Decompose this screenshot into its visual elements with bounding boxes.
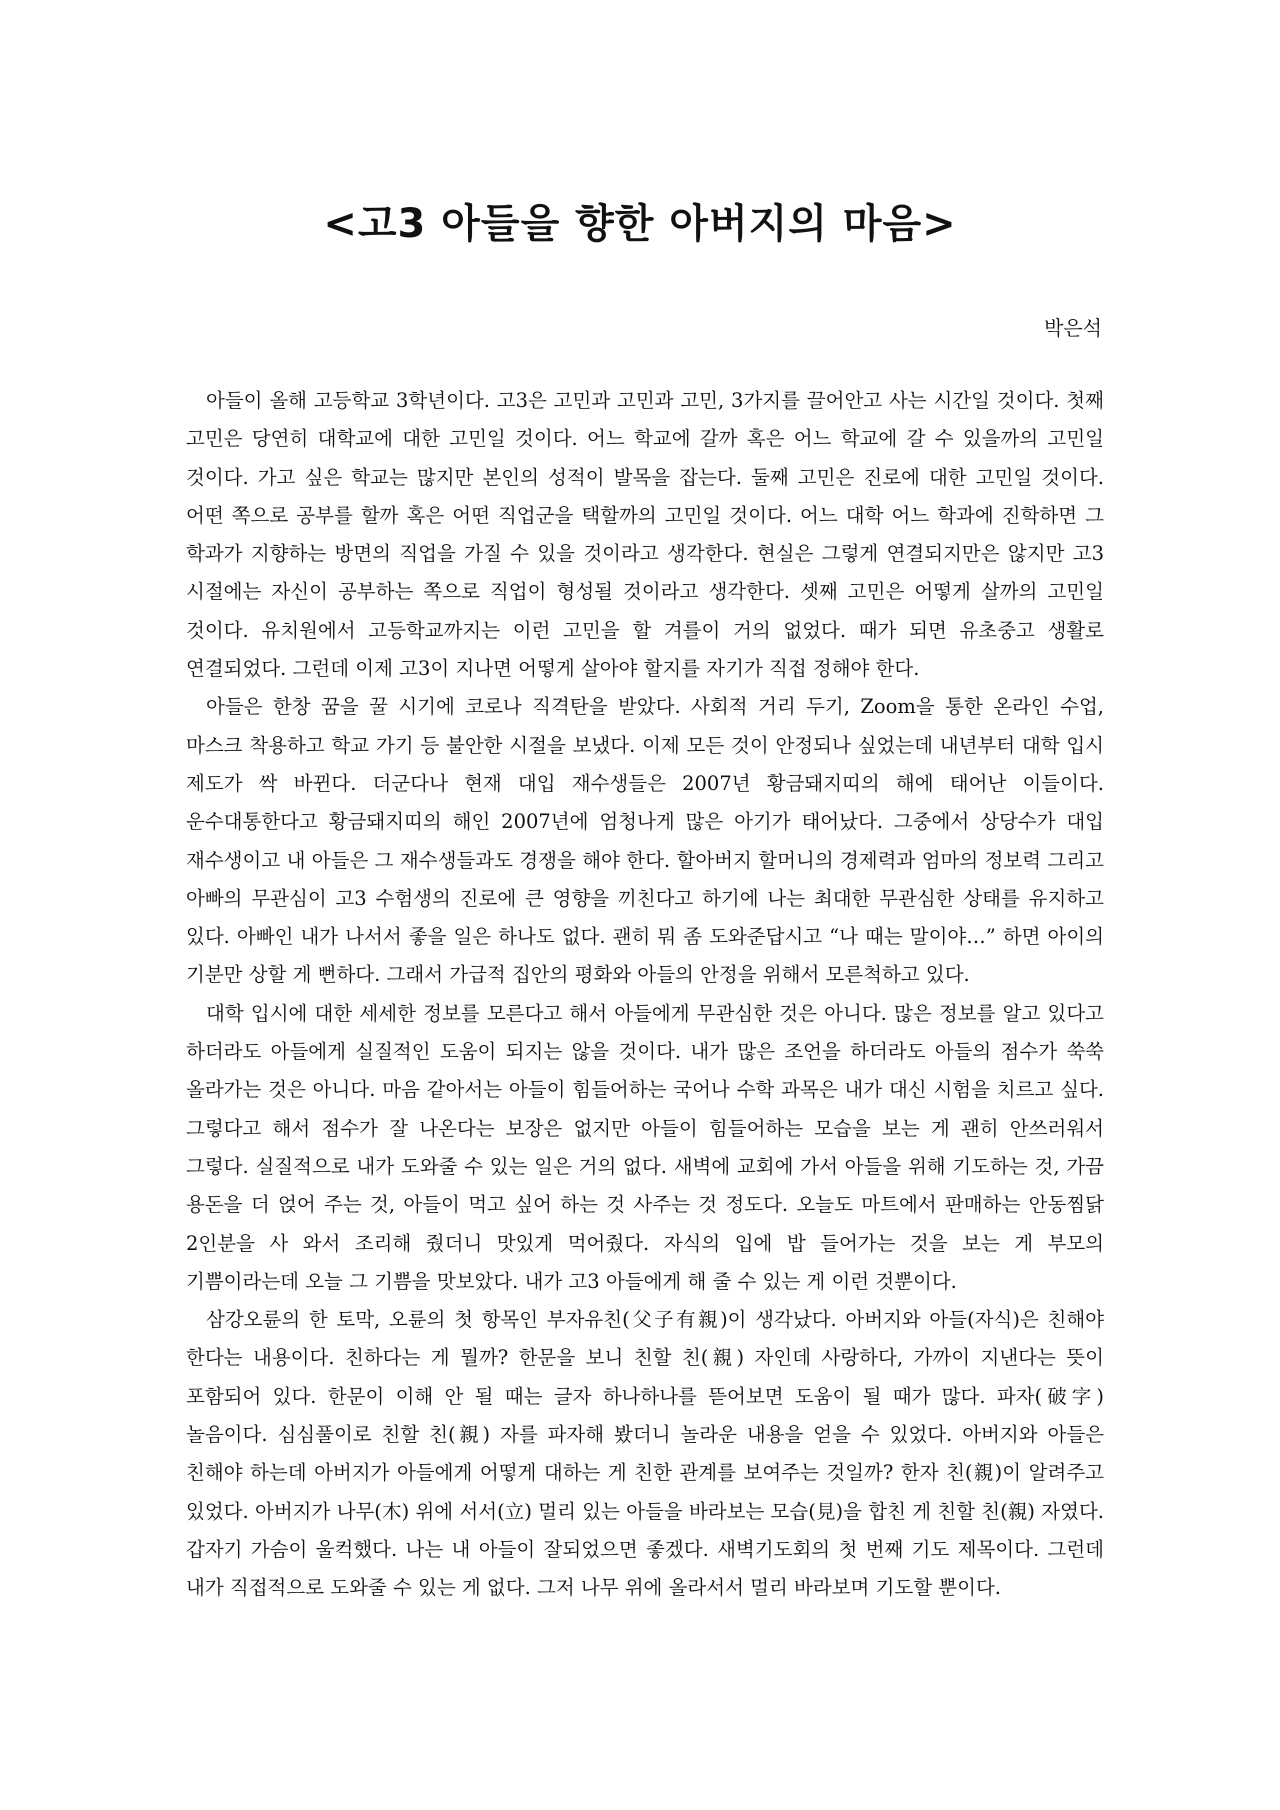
paragraph-1: 아들이 올해 고등학교 3학년이다. 고3은 고민과 고민과 고민, 3가지를 끌어안고 사는 시간일 것이다. 첫째 고민은 당연히 대학교에 대한 고민일 것이다. 어느 학교에 갈까 혹은 어느 학교에 갈 수 있을까의 고민일 것이다. 가고 싶은 학교는 많지만 본인의 성적이 발목을 잡는다. 둘째 고민은 진로에 대한 고민일 것이다. 어떤 쪽으로 공부를 할까 혹은 어떤 직업군을 택할까의 고민일 것이다. 어느 대학 어느 학과에 진학하면 그 학과가 지향하는 방면의 직업을 가질 수 있을 것이라고 생각한다. 현실은 그렇게 연결되지만은 않지만 고3 시절에는 자신이 공부하는 쪽으로 직업이 형성될 것이라고 생각한다. 셋째 고민은 어떻게 살까의 고민일 것이다. 유치원에서 고등학교까지는 이런 고민을 할 겨를이 거의 없었다. 때가 되면 유초중고 생활로 연결되었다. 그런데 이제 고3이 지나면 어떻게 살아야 할지를 자기가 직접 정해야 한다. bbox=[186, 389, 1104, 681]
document-body bbox=[186, 382, 1104, 1608]
author-name: 박은석 bbox=[1044, 316, 1102, 340]
paragraph-3: 대학 입시에 대한 세세한 정보를 모른다고 해서 아들에게 무관심한 것은 아니다. 많은 정보를 알고 있다고 하더라도 아들에게 실질적인 도움이 되지는 않을 것이다. 내가 많은 조언을 하더라도 아들의 점수가 쑥쑥 올라가는 것은 아니다. 마음 같아서는 아들이 힘들어하는 국어나 수학 과목은 내가 대신 시험을 치르고 싶다. 그렇다고 해서 점수가 잘 나온다는 보장은 없지만 아들이 힘들어하는 모습을 보는 게 괜히 안쓰러워서 그렇다. 실질적으로 내가 도와줄 수 있는 일은 거의 없다. 새벽에 교회에 가서 아들을 위해 기도하는 것, 가끔 용돈을 더 얹어 주는 것, 아들이 먹고 싶어 하는 것 사주는 것 정도다. 오늘도 마트에서 판매하는 안동찜닭 2인분을 사 와서 조리해 줬더니 맛있게 먹어줬다. 자식의 입에 밥 들어가는 것을 보는 게 부모의 기쁨이라는데 오늘 그 기쁨을 맛보았다. 내가 고3 아들에게 해 줄 수 있는 게 이런 것뿐이다. bbox=[186, 1001, 1104, 1293]
paragraph-2: 아들은 한창 꿈을 꿀 시기에 코로나 직격탄을 받았다. 사회적 거리 두기, Zoom을 통한 온라인 수업, 마스크 착용하고 학교 가기 등 불안한 시절을 보냈다. 이제 모든 것이 안정되나 싶었는데 내년부터 대학 입시 제도가 싹 바뀐다. 더군다나 현재 대입 재수생들은 2007년 황금돼지띠의 해에 태어난 이들이다. 운수대통한다고 황금돼지띠의 해인 2007년에 엄청나게 많은 아기가 태어났다. 그중에서 상당수가 대입 재수생이고 내 아들은 그 재수생들과도 경쟁을 해야 한다. 할아버지 할머니의 경제력과 엄마의 정보력 그리고 아빠의 무관심이 고3 수험생의 진로에 큰 영향을 끼친다고 하기에 나는 최대한 무관심한 상태를 유지하고 있다. 아빠인 내가 나서서 좋을 일은 하나도 없다. 괜히 뭐 좀 도와준답시고 “나 때는 말이야…” 하면 아이의 기분만 상할 게 뻔하다. 그래서 가급적 집안의 평화와 아들의 안정을 위해서 모른척하고 있다. bbox=[186, 695, 1104, 987]
paragraph-4: 삼강오륜의 한 토막, 오륜의 첫 항목인 부자유친(父子有親)이 생각났다. 아버지와 아들(자식)은 친해야 한다는 내용이다. 친하다는 게 뭘까? 한문을 보니 친할 친(親) 자인데 사랑하다, 가까이 지낸다는 뜻이 포함되어 있다. 한문이 이해 안 될 때는 글자 하나하나를 뜯어보면 도움이 될 때가 많다. 파자(破字) 놀음이다. 심심풀이로 친할 친(親) 자를 파자해 봤더니 놀라운 내용을 얻을 수 있었다. 아버지와 아들은 친해야 하는데 아버지가 아들에게 어떻게 대하는 게 친한 관계를 보여주는 것일까? 한자 친(親)이 알려주고 있었다. 아버지가 나무(木) 위에 서서(立) 멀리 있는 아들을 바라보는 모습(見)을 합친 게 친할 친(親) 자였다. 갑자기 가슴이 울컥했다. 나는 내 아들이 잘되었으면 좋겠다. 새벽기도회의 첫 번째 기도 제목이다. 그런데 내가 직접적으로 도와줄 수 있는 게 없다. 그저 나무 위에 올라서서 멀리 바라보며 기도할 뿐이다. bbox=[186, 1308, 1104, 1600]
document-title: <고3 아들을 향한 아버지의 마음> bbox=[323, 201, 957, 247]
